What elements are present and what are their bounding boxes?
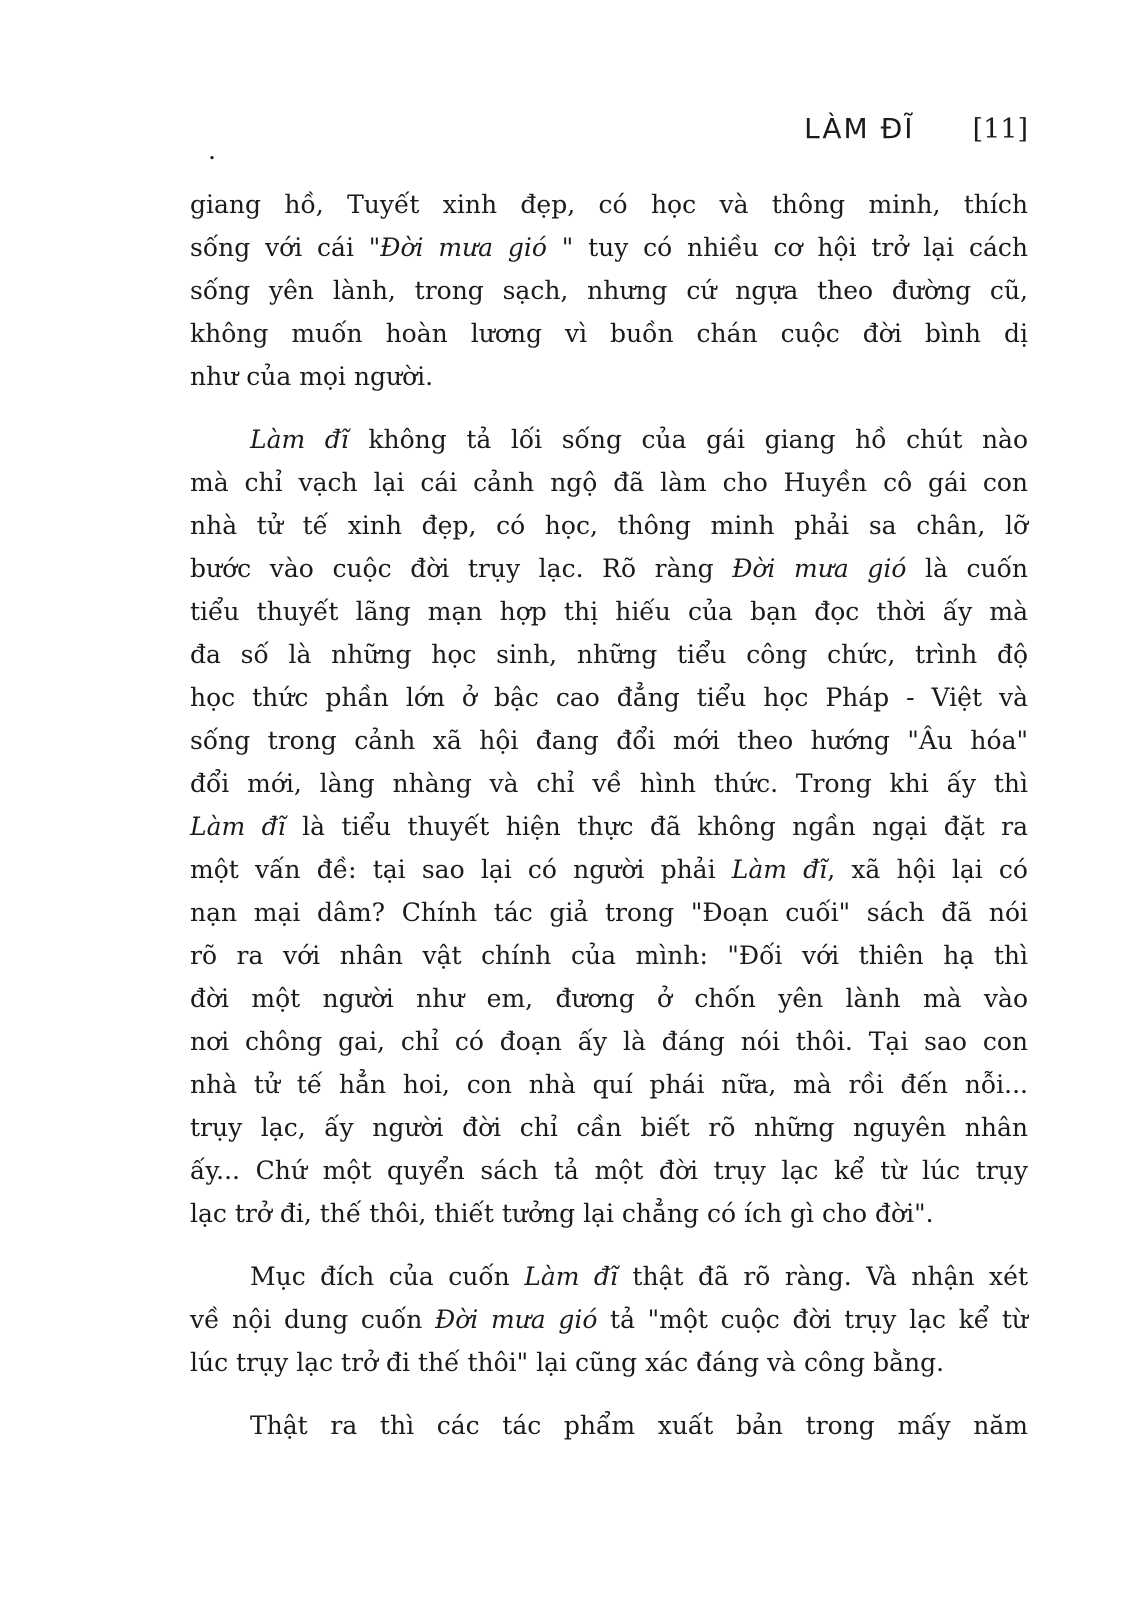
text-line — [190, 934, 1028, 977]
text-line — [190, 676, 1028, 719]
text-segment: một vấn đề: tại sao lại có người phải — [190, 855, 732, 884]
book-title-italic: Làm đĩ — [731, 855, 828, 884]
text-segment: nhà tử tế hẳn hoi, con nhà quí phái nữa, mà rồi đến nỗi... — [190, 1070, 1028, 1099]
text-segment: về nội dung cuốn — [190, 1305, 436, 1334]
book-title-italic: Đời mưa gió — [732, 554, 907, 583]
text-segment: đời một người như em, đương ở chốn yên lành mà vào — [190, 984, 1028, 1013]
text-segment: không tả lối sống của gái giang hồ chút nào — [348, 425, 1028, 454]
text-line — [190, 848, 1028, 891]
text-segment: Mục đích của cuốn — [250, 1262, 525, 1291]
text-segment: nhà tử tế xinh đẹp, có học, thông minh phải sa chân, lỡ — [190, 511, 1028, 540]
text-line — [190, 1404, 1028, 1447]
text-segment: mà chỉ vạch lại cái cảnh ngộ đã làm cho Huyền cô gái con — [190, 468, 1028, 497]
text-segment: lúc trụy lạc trở đi thế thôi" lại cũng xác đáng và công bằng. — [190, 1348, 945, 1377]
paragraph — [190, 183, 1028, 398]
text-line — [190, 547, 1028, 590]
text-segment: đổi mới, làng nhàng và chỉ về hình thức. Trong khi ấy thì — [190, 769, 1028, 798]
text-segment: bước vào cuộc đời trụy lạc. Rõ ràng — [190, 554, 733, 583]
text-line — [190, 504, 1028, 547]
text-line — [190, 762, 1028, 805]
stray-mark: . — [208, 136, 216, 165]
text-line — [190, 269, 1028, 312]
text-line — [190, 183, 1028, 226]
text-line — [190, 805, 1028, 848]
book-title-italic: Làm đĩ — [250, 425, 349, 454]
text-segment: đa số là những học sinh, những tiểu công chức, trình độ — [190, 640, 1028, 669]
text-line — [190, 719, 1028, 762]
text-segment: sống trong cảnh xã hội đang đổi mới theo hướng "Âu hóa" — [190, 726, 1028, 755]
running-header — [190, 112, 1028, 145]
book-title-italic: Đời mưa gió — [435, 1305, 598, 1334]
page-body — [190, 183, 1028, 1447]
text-segment: học thức phần lớn ở bậc cao đẳng tiểu học Pháp - Việt và — [190, 683, 1028, 712]
text-segment: rõ ra với nhân vật chính của mình: "Đối với thiên hạ thì — [190, 941, 1028, 970]
text-segment: tiểu thuyết lãng mạn hợp thị hiếu của bạn đọc thời ấy mà — [190, 597, 1028, 626]
text-segment: " tuy có nhiều cơ hội trở lại cách — [546, 233, 1028, 262]
header-page-number: [11] — [972, 114, 1028, 145]
book-title-italic: Làm đĩ — [524, 1262, 618, 1291]
text-segment: không muốn hoàn lương vì buồn chán cuộc đời bình dị — [190, 319, 1028, 348]
text-segment: sống với cái " — [190, 233, 381, 262]
text-line — [190, 1020, 1028, 1063]
text-segment: , xã hội lại có — [827, 855, 1028, 884]
header-book-title: LÀM ĐĨ — [804, 112, 915, 145]
text-segment: thật đã rõ ràng. Và nhận xét — [617, 1262, 1028, 1291]
text-segment: ấy... Chứ một quyển sách tả một đời trụy lạc kể từ lúc trụy — [190, 1156, 1028, 1185]
text-line — [190, 1298, 1028, 1341]
text-segment: nơi chông gai, chỉ có đoạn ấy là đáng nói thôi. Tại sao con — [190, 1027, 1028, 1056]
text-segment: nạn mại dâm? Chính tác giả trong "Đoạn cuối" sách đã nói — [190, 898, 1028, 927]
text-line — [190, 312, 1028, 355]
text-line — [190, 418, 1028, 461]
text-segment: lạc trở đi, thế thôi, thiết tưởng lại chẳng có ích gì cho đời". — [190, 1199, 934, 1228]
text-line — [190, 1149, 1028, 1192]
book-title-italic: Làm đĩ — [190, 812, 286, 841]
text-segment: tả "một cuộc đời trụy lạc kể từ — [597, 1305, 1028, 1334]
text-line — [190, 226, 1028, 269]
text-segment: trụy lạc, ấy người đời chỉ cần biết rõ những nguyên nhân — [190, 1113, 1028, 1142]
paragraph — [190, 1255, 1028, 1384]
text-line — [190, 1063, 1028, 1106]
text-line — [190, 1192, 1028, 1235]
text-line — [190, 1255, 1028, 1298]
text-line — [190, 590, 1028, 633]
text-line — [190, 891, 1028, 934]
text-segment: sống yên lành, trong sạch, nhưng cứ ngựa theo đường cũ, — [190, 276, 1028, 305]
book-title-italic: Đời mưa gió — [380, 233, 547, 262]
text-line — [190, 355, 1028, 398]
text-segment: là cuốn — [906, 554, 1028, 583]
paragraph — [190, 1404, 1028, 1447]
paragraph — [190, 418, 1028, 1235]
text-segment: giang hồ, Tuyết xinh đẹp, có học và thông minh, thích — [190, 190, 1028, 219]
text-segment: Thật ra thì các tác phẩm xuất bản trong mấy năm — [250, 1411, 1028, 1440]
text-line — [190, 977, 1028, 1020]
text-line — [190, 1341, 1028, 1384]
text-line — [190, 461, 1028, 504]
text-segment: như của mọi người. — [190, 362, 434, 391]
text-line — [190, 633, 1028, 676]
text-segment: là tiểu thuyết hiện thực đã không ngần ngại đặt ra — [285, 812, 1028, 841]
text-line — [190, 1106, 1028, 1149]
